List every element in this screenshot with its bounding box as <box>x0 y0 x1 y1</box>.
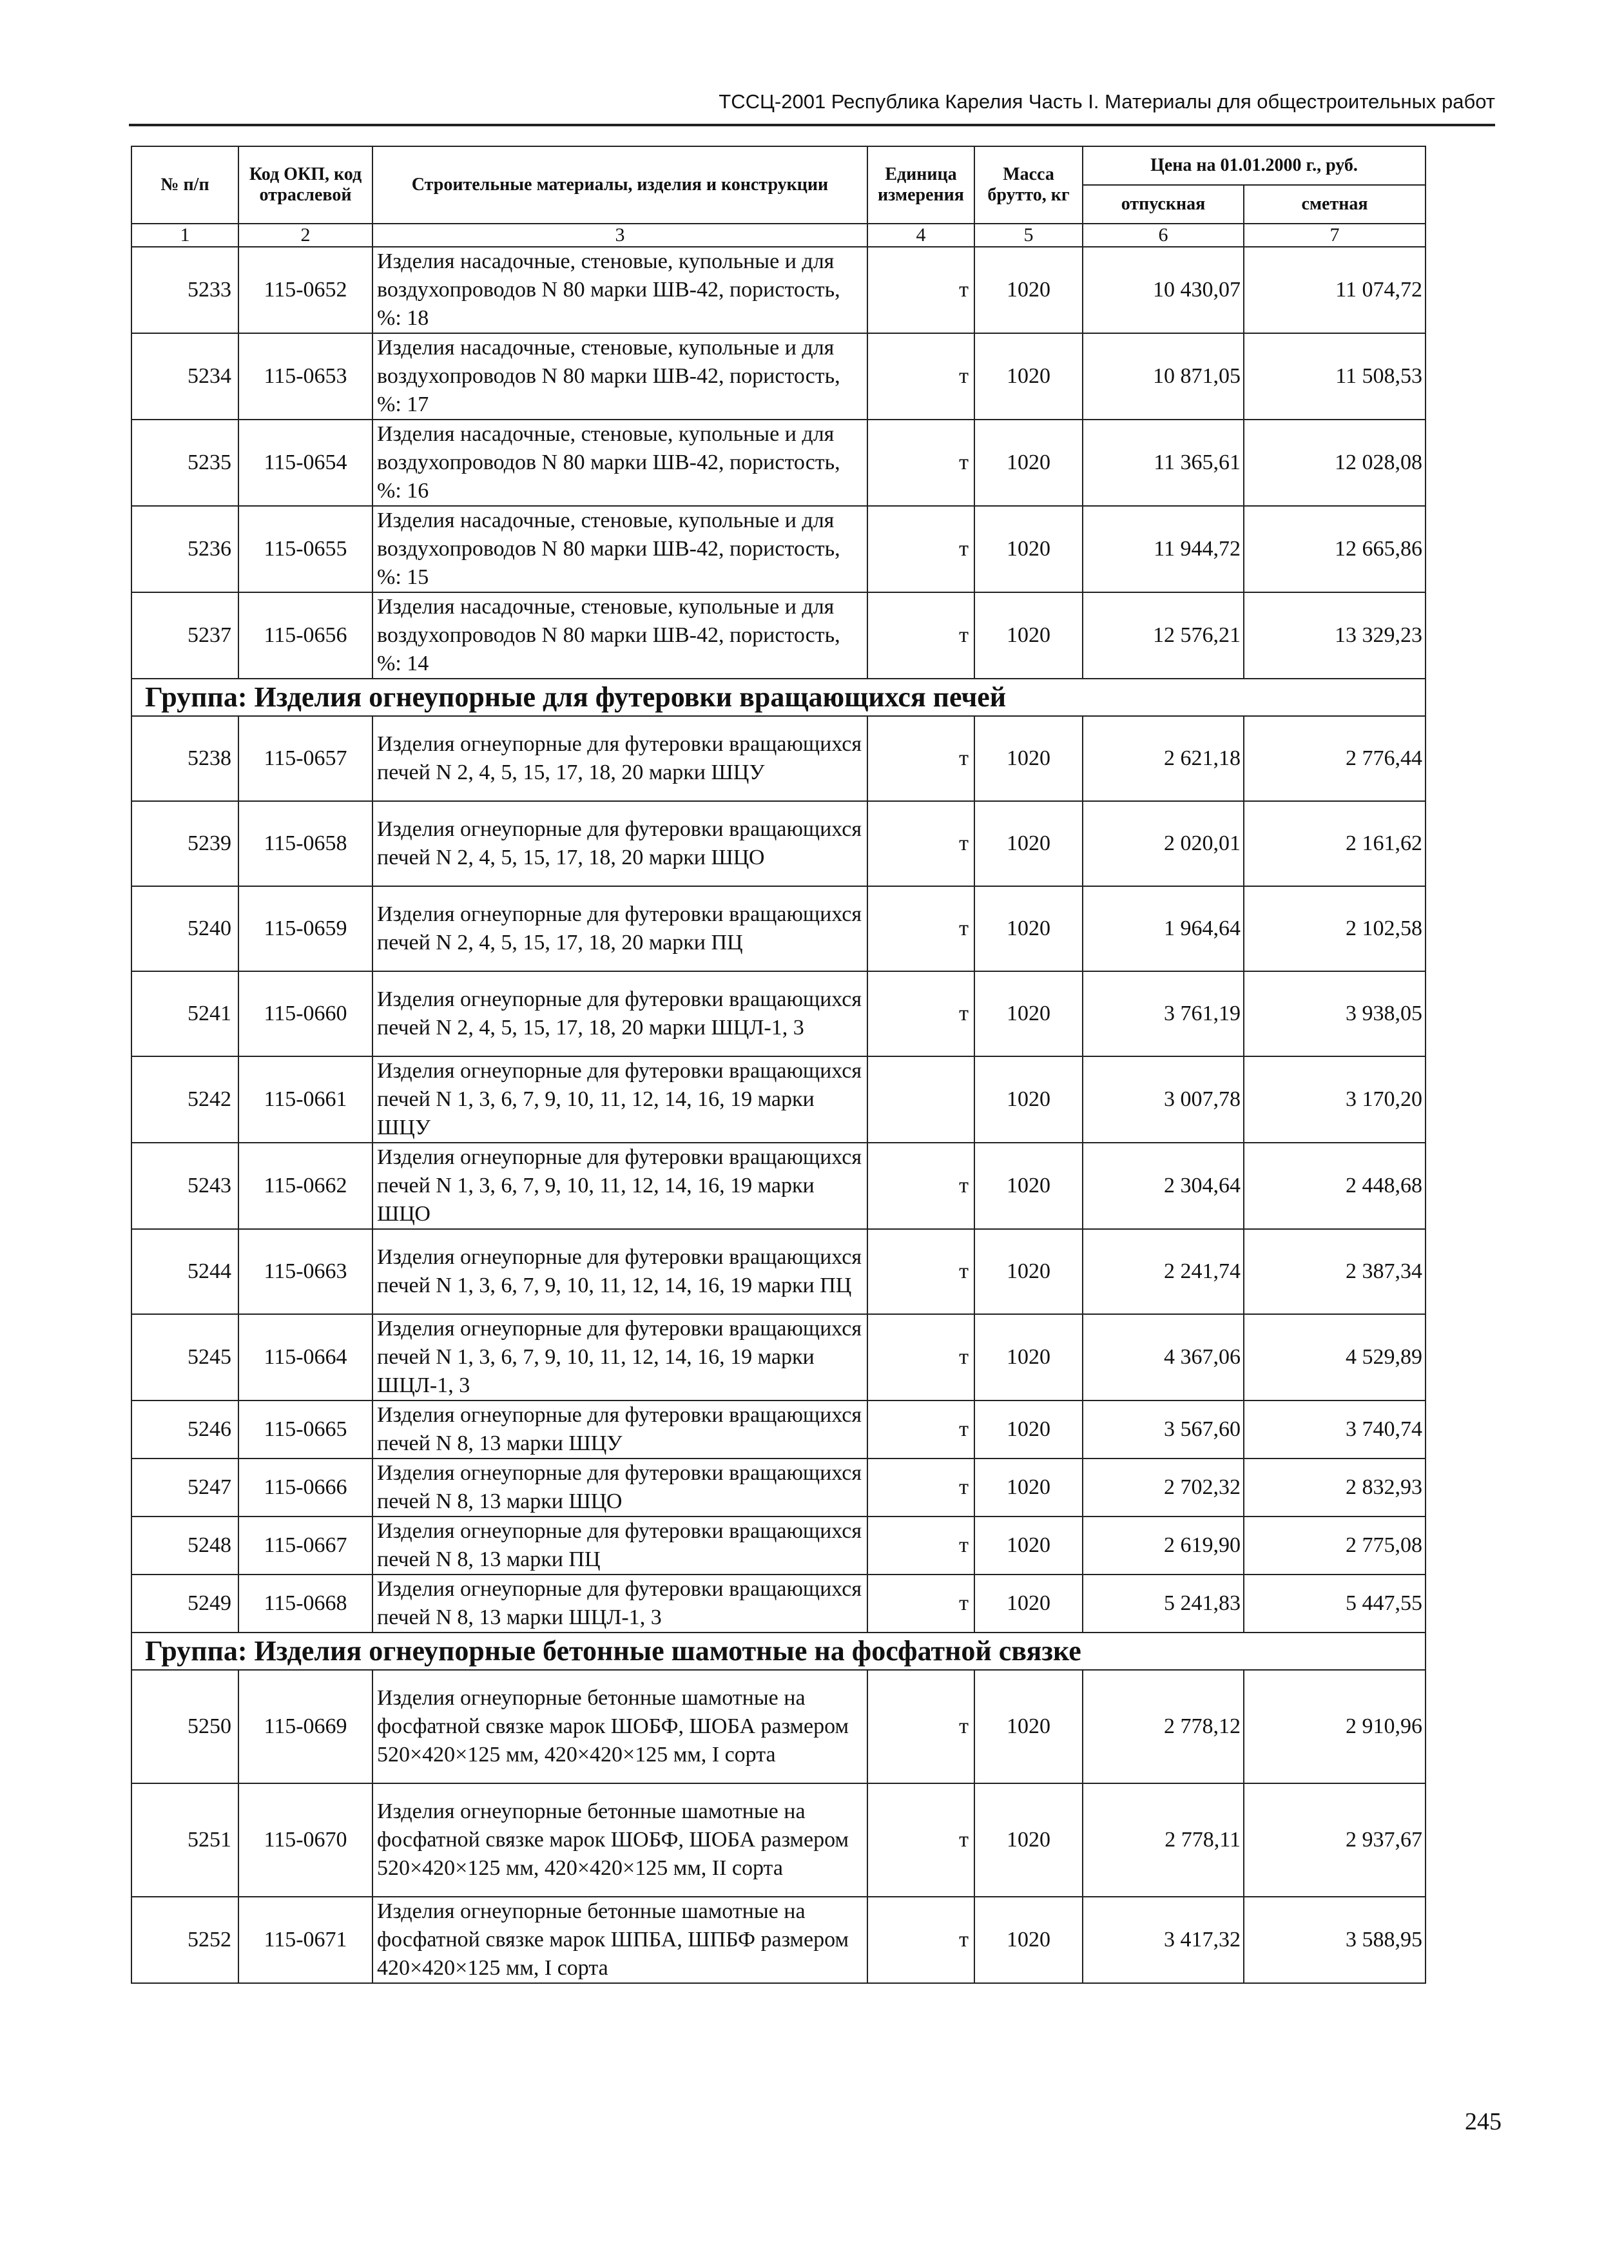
row-code: 115-0665 <box>238 1401 372 1459</box>
row-name: Изделия огнеупорные для футеровки вращающихся печей N 2, 4, 5, 15, 17, 18, 20 марки ШЦО <box>372 801 867 886</box>
row-price-estimate: 2 161,62 <box>1244 801 1426 886</box>
row-price-release: 2 241,74 <box>1083 1229 1244 1314</box>
table-row <box>131 1459 1426 1517</box>
page-number: 245 <box>1465 2108 1502 2135</box>
table-row <box>131 886 1426 971</box>
row-code: 115-0655 <box>238 506 372 592</box>
column-number: 7 <box>1244 224 1426 247</box>
row-price-estimate: 5 447,55 <box>1244 1575 1426 1633</box>
row-price-estimate: 12 028,08 <box>1244 420 1426 506</box>
row-num: 5244 <box>131 1229 238 1314</box>
running-header: ТССЦ-2001 Республика Карелия Часть I. Материалы для общестроительных работ <box>719 90 1495 113</box>
row-price-estimate: 3 740,74 <box>1244 1401 1426 1459</box>
row-name: Изделия насадочные, стеновые, купольные и для воздухопроводов N 80 марки ШВ-42, пористость, %: 14 <box>372 592 867 679</box>
column-number: 3 <box>372 224 867 247</box>
header-rule <box>129 124 1495 126</box>
row-price-release: 4 367,06 <box>1083 1314 1244 1401</box>
row-name: Изделия насадочные, стеновые, купольные и для воздухопроводов N 80 марки ШВ-42, пористость, %: 17 <box>372 333 867 420</box>
row-price-estimate: 2 102,58 <box>1244 886 1426 971</box>
table-row <box>131 592 1426 679</box>
column-number: 1 <box>131 224 238 247</box>
row-name: Изделия огнеупорные для футеровки вращающихся печей N 8, 13 марки ПЦ <box>372 1517 867 1575</box>
row-code: 115-0670 <box>238 1783 372 1897</box>
row-price-estimate: 2 776,44 <box>1244 716 1426 801</box>
table-body <box>131 247 1426 1983</box>
row-num: 5249 <box>131 1575 238 1633</box>
row-num: 5243 <box>131 1143 238 1229</box>
row-num: 5238 <box>131 716 238 801</box>
row-unit: т <box>867 506 974 592</box>
row-price-estimate: 2 910,96 <box>1244 1670 1426 1783</box>
row-price-release: 3 007,78 <box>1083 1056 1244 1143</box>
row-price-release: 2 619,90 <box>1083 1517 1244 1575</box>
row-price-release: 3 761,19 <box>1083 971 1244 1056</box>
row-code: 115-0653 <box>238 333 372 420</box>
row-mass: 1020 <box>974 1670 1083 1783</box>
row-unit: т <box>867 971 974 1056</box>
row-price-release: 10 871,05 <box>1083 333 1244 420</box>
row-unit: т <box>867 1143 974 1229</box>
row-name: Изделия огнеупорные бетонные шамотные на фосфатной связке марок ШПБА, ШПБФ размером 420×420×125 мм, I сорта <box>372 1897 867 1983</box>
header-unit: Единица измерения <box>867 146 974 224</box>
row-name: Изделия огнеупорные для футеровки вращающихся печей N 1, 3, 6, 7, 9, 10, 11, 12, 14, 16, 19 марки ШЦЛ-1, 3 <box>372 1314 867 1401</box>
column-number: 5 <box>974 224 1083 247</box>
header-price-estimate: сметная <box>1244 185 1426 224</box>
column-number-row <box>131 224 1426 247</box>
row-code: 115-0666 <box>238 1459 372 1517</box>
row-code: 115-0667 <box>238 1517 372 1575</box>
row-num: 5250 <box>131 1670 238 1783</box>
row-mass: 1020 <box>974 1056 1083 1143</box>
row-price-estimate: 11 074,72 <box>1244 247 1426 333</box>
column-number: 6 <box>1083 224 1244 247</box>
row-num: 5241 <box>131 971 238 1056</box>
row-code: 115-0658 <box>238 801 372 886</box>
row-unit: т <box>867 333 974 420</box>
table-row <box>131 1056 1426 1143</box>
table-row <box>131 1401 1426 1459</box>
table-row <box>131 716 1426 801</box>
table-row <box>131 1575 1426 1633</box>
row-price-release: 12 576,21 <box>1083 592 1244 679</box>
table-row <box>131 506 1426 592</box>
header-code: Код ОКП, код отраслевой <box>238 146 372 224</box>
row-name: Изделия огнеупорные для футеровки вращающихся печей N 8, 13 марки ШЦУ <box>372 1401 867 1459</box>
row-price-release: 3 417,32 <box>1083 1897 1244 1983</box>
row-name: Изделия огнеупорные бетонные шамотные на фосфатной связке марок ШОБФ, ШОБА размером 520×420×125 мм, 420×420×125 мм, I сорта <box>372 1670 867 1783</box>
row-name: Изделия огнеупорные для футеровки вращающихся печей N 1, 3, 6, 7, 9, 10, 11, 12, 14, 16, 19 марки ШЦУ <box>372 1056 867 1143</box>
row-name: Изделия огнеупорные для футеровки вращающихся печей N 2, 4, 5, 15, 17, 18, 20 марки ШЦУ <box>372 716 867 801</box>
row-unit: т <box>867 1670 974 1783</box>
row-price-release: 10 430,07 <box>1083 247 1244 333</box>
row-name: Изделия огнеупорные для футеровки вращающихся печей N 2, 4, 5, 15, 17, 18, 20 марки ШЦЛ-1, 3 <box>372 971 867 1056</box>
row-num: 5239 <box>131 801 238 886</box>
row-code: 115-0660 <box>238 971 372 1056</box>
row-price-release: 3 567,60 <box>1083 1401 1244 1459</box>
table-row <box>131 247 1426 333</box>
row-code: 115-0671 <box>238 1897 372 1983</box>
table-row <box>131 801 1426 886</box>
row-code: 115-0654 <box>238 420 372 506</box>
row-price-estimate: 3 170,20 <box>1244 1056 1426 1143</box>
row-mass: 1020 <box>974 420 1083 506</box>
row-unit: т <box>867 716 974 801</box>
row-code: 115-0661 <box>238 1056 372 1143</box>
row-unit: т <box>867 247 974 333</box>
row-num: 5235 <box>131 420 238 506</box>
row-code: 115-0659 <box>238 886 372 971</box>
group-heading-row <box>131 679 1426 716</box>
row-mass: 1020 <box>974 1783 1083 1897</box>
row-code: 115-0652 <box>238 247 372 333</box>
table-row <box>131 1897 1426 1983</box>
row-price-release: 1 964,64 <box>1083 886 1244 971</box>
row-name: Изделия насадочные, стеновые, купольные и для воздухопроводов N 80 марки ШВ-42, пористость, %: 18 <box>372 247 867 333</box>
table-row <box>131 1783 1426 1897</box>
table-row <box>131 420 1426 506</box>
row-price-release: 2 702,32 <box>1083 1459 1244 1517</box>
row-price-estimate: 2 448,68 <box>1244 1143 1426 1229</box>
row-num: 5245 <box>131 1314 238 1401</box>
row-name: Изделия огнеупорные для футеровки вращающихся печей N 1, 3, 6, 7, 9, 10, 11, 12, 14, 16, 19 марки ШЦО <box>372 1143 867 1229</box>
row-code: 115-0662 <box>238 1143 372 1229</box>
row-unit: т <box>867 1575 974 1633</box>
row-mass: 1020 <box>974 1401 1083 1459</box>
row-price-release: 2 304,64 <box>1083 1143 1244 1229</box>
row-unit <box>867 1056 974 1143</box>
row-code: 115-0656 <box>238 592 372 679</box>
row-code: 115-0664 <box>238 1314 372 1401</box>
row-mass: 1020 <box>974 1143 1083 1229</box>
row-code: 115-0669 <box>238 1670 372 1783</box>
row-name: Изделия огнеупорные для футеровки вращающихся печей N 8, 13 марки ШЦЛ-1, 3 <box>372 1575 867 1633</box>
row-mass: 1020 <box>974 801 1083 886</box>
group-heading-row <box>131 1633 1426 1670</box>
row-name: Изделия огнеупорные для футеровки вращающихся печей N 2, 4, 5, 15, 17, 18, 20 марки ПЦ <box>372 886 867 971</box>
row-name: Изделия огнеупорные бетонные шамотные на фосфатной связке марок ШОБФ, ШОБА размером 520×420×125 мм, 420×420×125 мм, II сорта <box>372 1783 867 1897</box>
column-number: 4 <box>867 224 974 247</box>
row-num: 5246 <box>131 1401 238 1459</box>
row-price-estimate: 11 508,53 <box>1244 333 1426 420</box>
table-row <box>131 1229 1426 1314</box>
row-price-estimate: 2 775,08 <box>1244 1517 1426 1575</box>
row-num: 5237 <box>131 592 238 679</box>
price-table <box>131 146 1426 1984</box>
row-num: 5233 <box>131 247 238 333</box>
row-unit: т <box>867 801 974 886</box>
row-num: 5252 <box>131 1897 238 1983</box>
row-price-release: 5 241,83 <box>1083 1575 1244 1633</box>
row-unit: т <box>867 1517 974 1575</box>
group-heading: Группа: Изделия огнеупорные для футеровки вращающихся печей <box>131 679 1426 716</box>
row-price-estimate: 12 665,86 <box>1244 506 1426 592</box>
row-price-release: 11 365,61 <box>1083 420 1244 506</box>
table-row <box>131 1517 1426 1575</box>
group-heading: Группа: Изделия огнеупорные бетонные шамотные на фосфатной связке <box>131 1633 1426 1670</box>
row-num: 5242 <box>131 1056 238 1143</box>
row-unit: т <box>867 1229 974 1314</box>
row-unit: т <box>867 1314 974 1401</box>
row-name: Изделия огнеупорные для футеровки вращающихся печей N 8, 13 марки ШЦО <box>372 1459 867 1517</box>
row-num: 5236 <box>131 506 238 592</box>
row-price-release: 2 621,18 <box>1083 716 1244 801</box>
row-num: 5234 <box>131 333 238 420</box>
row-name: Изделия насадочные, стеновые, купольные и для воздухопроводов N 80 марки ШВ-42, пористость, %: 15 <box>372 506 867 592</box>
table-row <box>131 1314 1426 1401</box>
row-mass: 1020 <box>974 886 1083 971</box>
row-price-release: 11 944,72 <box>1083 506 1244 592</box>
row-mass: 1020 <box>974 592 1083 679</box>
row-unit: т <box>867 1401 974 1459</box>
row-unit: т <box>867 592 974 679</box>
row-mass: 1020 <box>974 1314 1083 1401</box>
row-mass: 1020 <box>974 971 1083 1056</box>
row-code: 115-0657 <box>238 716 372 801</box>
row-name: Изделия насадочные, стеновые, купольные и для воздухопроводов N 80 марки ШВ-42, пористость, %: 16 <box>372 420 867 506</box>
row-unit: т <box>867 1897 974 1983</box>
row-mass: 1020 <box>974 506 1083 592</box>
row-mass: 1020 <box>974 1575 1083 1633</box>
row-num: 5251 <box>131 1783 238 1897</box>
row-unit: т <box>867 1459 974 1517</box>
row-mass: 1020 <box>974 716 1083 801</box>
row-num: 5247 <box>131 1459 238 1517</box>
row-price-estimate: 13 329,23 <box>1244 592 1426 679</box>
row-unit: т <box>867 1783 974 1897</box>
row-mass: 1020 <box>974 333 1083 420</box>
row-price-estimate: 4 529,89 <box>1244 1314 1426 1401</box>
row-mass: 1020 <box>974 1229 1083 1314</box>
row-mass: 1020 <box>974 1459 1083 1517</box>
row-num: 5248 <box>131 1517 238 1575</box>
row-num: 5240 <box>131 886 238 971</box>
table-header <box>131 146 1426 247</box>
row-code: 115-0668 <box>238 1575 372 1633</box>
row-code: 115-0663 <box>238 1229 372 1314</box>
header-price-release: отпускная <box>1083 185 1244 224</box>
row-price-estimate: 2 937,67 <box>1244 1783 1426 1897</box>
row-price-estimate: 3 588,95 <box>1244 1897 1426 1983</box>
row-mass: 1020 <box>974 247 1083 333</box>
table-row <box>131 1143 1426 1229</box>
row-unit: т <box>867 420 974 506</box>
header-name: Строительные материалы, изделия и конструкции <box>372 146 867 224</box>
header-mass: Масса брутто, кг <box>974 146 1083 224</box>
table-row <box>131 333 1426 420</box>
row-mass: 1020 <box>974 1897 1083 1983</box>
table-row <box>131 1670 1426 1783</box>
row-price-estimate: 3 938,05 <box>1244 971 1426 1056</box>
row-name: Изделия огнеупорные для футеровки вращающихся печей N 1, 3, 6, 7, 9, 10, 11, 12, 14, 16, 19 марки ПЦ <box>372 1229 867 1314</box>
table-row <box>131 971 1426 1056</box>
header-num: № п/п <box>131 146 238 224</box>
column-number: 2 <box>238 224 372 247</box>
row-price-release: 2 778,11 <box>1083 1783 1244 1897</box>
row-mass: 1020 <box>974 1517 1083 1575</box>
row-price-release: 2 778,12 <box>1083 1670 1244 1783</box>
header-price-group: Цена на 01.01.2000 г., руб. <box>1083 146 1426 185</box>
row-price-release: 2 020,01 <box>1083 801 1244 886</box>
row-unit: т <box>867 886 974 971</box>
row-price-estimate: 2 387,34 <box>1244 1229 1426 1314</box>
row-price-estimate: 2 832,93 <box>1244 1459 1426 1517</box>
